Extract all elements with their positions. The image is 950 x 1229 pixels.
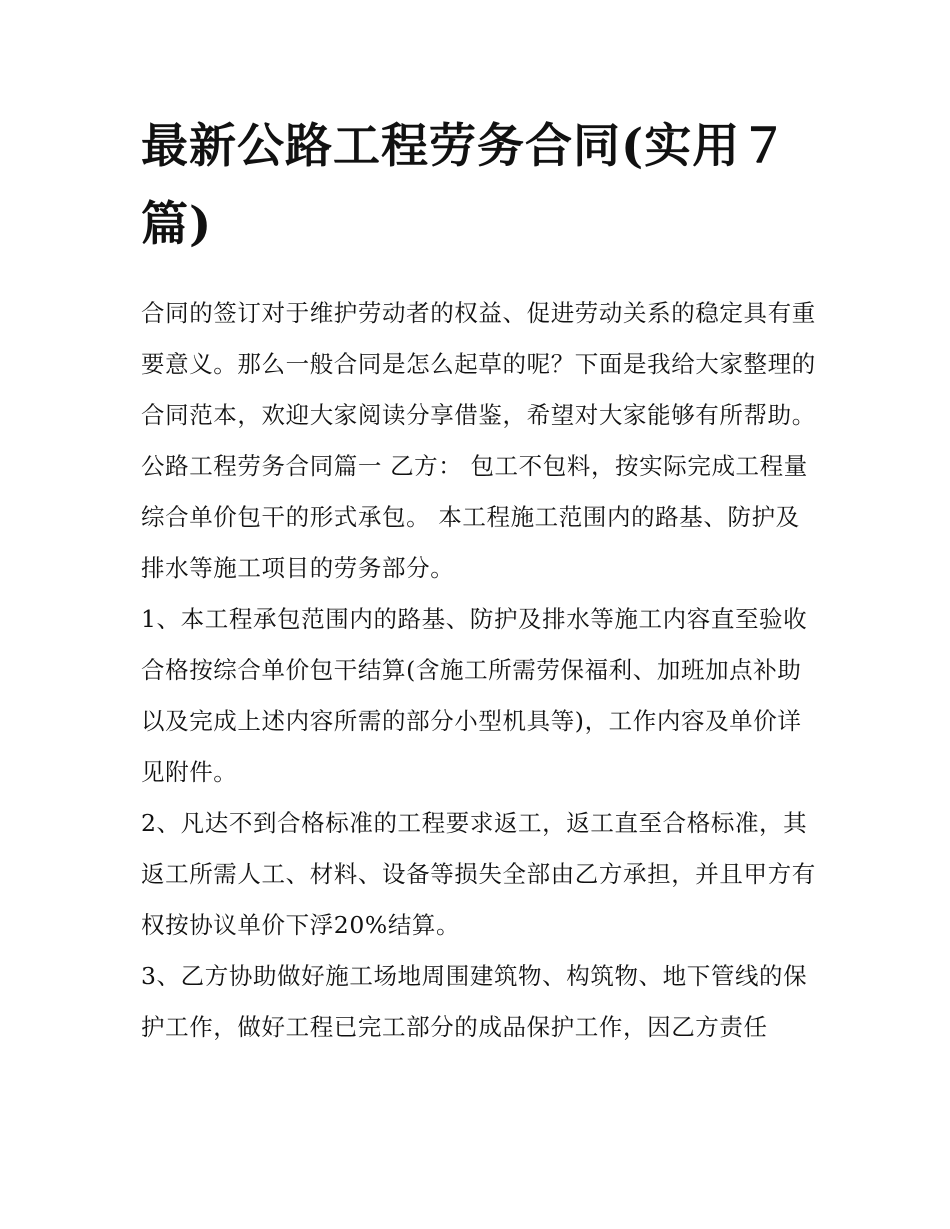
document-title: 最新公路工程劳务合同(实用７篇) xyxy=(141,119,789,252)
clause-2-paragraph: 2、凡达不到合格标准的工程要求返工，返工直至合格标准，其返工所需人工、材料、设备等损失全部由乙方承担，并且甲方有权按协议单价下浮20%结算。 xyxy=(141,809,816,939)
document-body xyxy=(141,108,821,1053)
clause-3-paragraph: 3、乙方协助做好施工场地周围建筑物、构筑物、地下管线的保护工作，做好工程已完工部分的成品保护工作，因乙方责任 xyxy=(141,962,808,1041)
section-one-paragraph: 公路工程劳务合同篇一 乙方： 包工不包料，按实际完成工程量综合单价包干的形式承包。 本工程施工范围内的路基、防护及排水等施工项目的劳务部分。 xyxy=(141,452,808,582)
clause-1-paragraph: 1、本工程承包范围内的路基、防护及排水等施工内容直至验收合格按综合单价包干结算(含施工所需劳保福利、加班加点补助以及完成上述内容所需的部分小型机具等)，工作内容及单价详见附件。 xyxy=(141,605,808,786)
intro-paragraph: 合同的签订对于维护劳动者的权益、促进劳动关系的稳定具有重要意义。那么一般合同是怎么起草的呢？下面是我给大家整理的合同范本，欢迎大家阅读分享借鉴，希望对大家能够有所帮助。 xyxy=(141,299,816,429)
